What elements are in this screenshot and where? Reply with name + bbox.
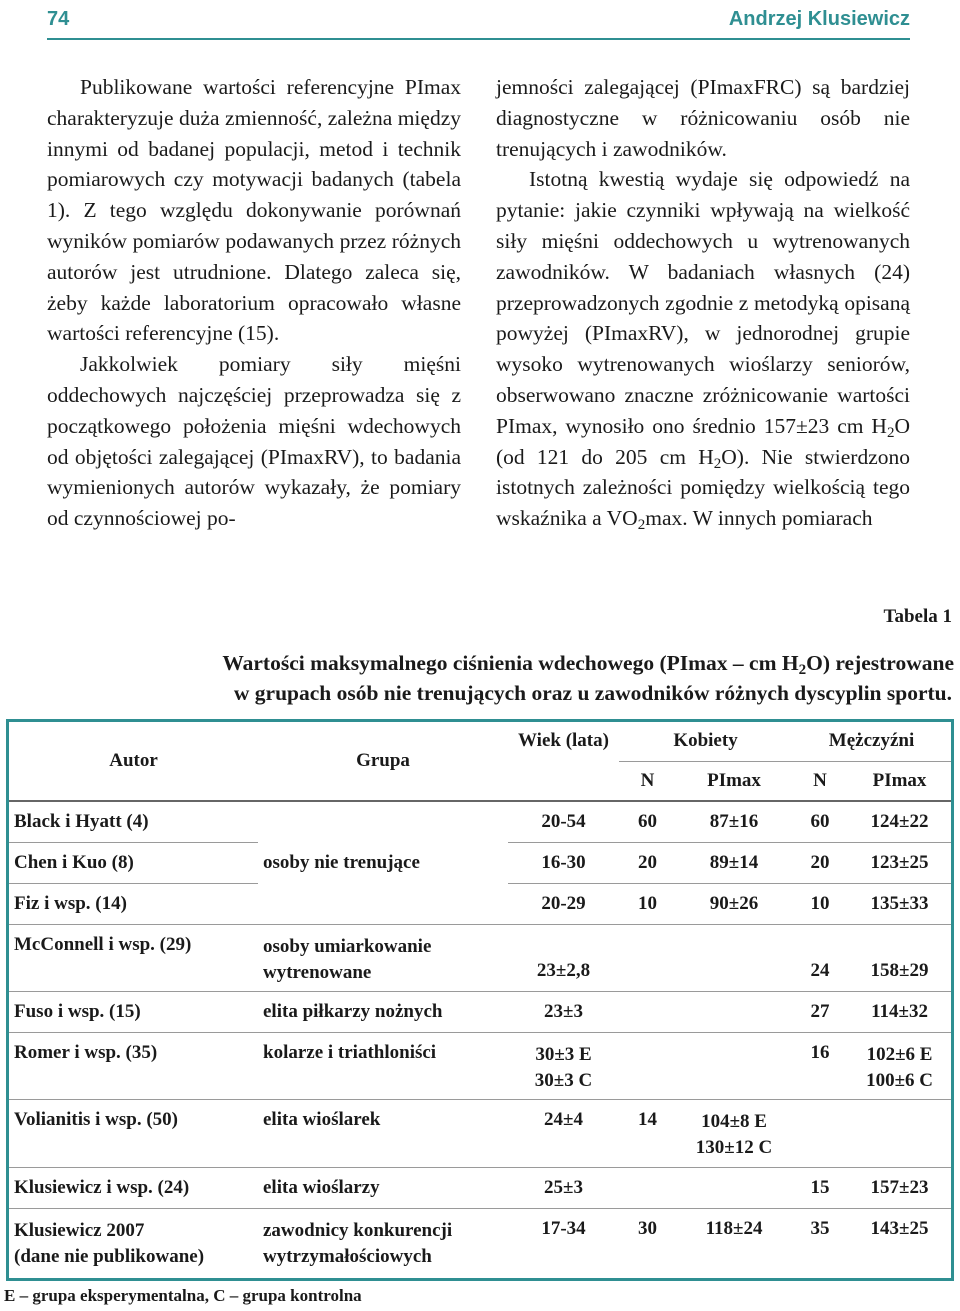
cell-wiek: 30±3 E 30±3 C xyxy=(508,1032,619,1099)
cell-m-pimax: 135±33 xyxy=(848,883,951,924)
table-row xyxy=(9,1208,951,1278)
cell-m-n: 16 xyxy=(792,1032,848,1099)
header-kobiety: Kobiety xyxy=(619,722,792,761)
cell-m-pimax: 102±6 E 100±6 C xyxy=(848,1032,951,1099)
table-row xyxy=(9,801,951,842)
page-number: 74 xyxy=(47,8,70,30)
cell-grupa: kolarze i triathloniści xyxy=(258,1032,508,1099)
header-autor: Autor xyxy=(109,750,158,771)
cell-wiek: 16-30 xyxy=(508,842,619,883)
cell-grupa: elita piłkarzy nożnych xyxy=(258,991,508,1032)
cell-k-n: 14 xyxy=(619,1099,676,1167)
cell-m-pimax xyxy=(848,1099,951,1167)
cell-m-n: 10 xyxy=(792,883,848,924)
cell-k-pimax xyxy=(676,1167,792,1208)
caption-line-2: w grupach osób nie trenujących oraz u zawodników różnych dyscyplin sportu. xyxy=(233,681,952,705)
cell-k-pimax: 118±24 xyxy=(676,1208,792,1278)
running-author: Andrzej Klusiewicz xyxy=(728,8,910,30)
left-column xyxy=(47,72,461,534)
cell-k-pimax xyxy=(676,1032,792,1099)
cell-wiek: 25±3 xyxy=(508,1167,619,1208)
cell-wiek: 24±4 xyxy=(508,1099,619,1167)
cell-k-n: 20 xyxy=(619,842,676,883)
cell-m-pimax: 158±29 xyxy=(848,924,951,991)
cell-m-n: 60 xyxy=(792,801,848,842)
cell-wiek: 20-54 xyxy=(508,801,619,842)
cell-k-pimax: 104±8 E 130±12 C xyxy=(676,1099,792,1167)
paragraph-continuation: jemności zalegającej (PImaxFRC) są bardziej diagnostyczne w różnicowaniu osób nie trenujących i zawodników. xyxy=(496,75,910,161)
header-grupa: Grupa xyxy=(356,750,410,771)
cell-m-pimax: 143±25 xyxy=(848,1208,951,1278)
cell-autor: Romer i wsp. (35) xyxy=(9,1032,258,1099)
table-caption xyxy=(0,648,960,708)
cell-k-n: 10 xyxy=(619,883,676,924)
cell-grupa: zawodnicy konkurencji wytrzymałościowych xyxy=(258,1208,508,1278)
cell-grupa: elita wioślarzy xyxy=(258,1167,508,1208)
cell-autor: Fiz i wsp. (14) xyxy=(9,883,258,924)
cell-m-n: 27 xyxy=(792,991,848,1032)
header-mezczyzni: Mężczyźni xyxy=(792,722,951,761)
header-rule xyxy=(47,38,910,40)
header-m-n: N xyxy=(813,769,827,791)
cell-k-pimax xyxy=(676,924,792,991)
cell-autor: Klusiewicz 2007 (dane nie publikowane) xyxy=(9,1208,258,1278)
table-label: Tabela 1 xyxy=(883,606,952,627)
table-row xyxy=(9,1167,951,1208)
cell-m-pimax: 123±25 xyxy=(848,842,951,883)
cell-m-n: 35 xyxy=(792,1208,848,1278)
cell-grupa: osoby nie trenujące xyxy=(258,801,508,924)
header-wiek: Wiek (lata) xyxy=(518,730,609,751)
cell-wiek: 17-34 xyxy=(508,1208,619,1278)
cell-m-n: 15 xyxy=(792,1167,848,1208)
cell-wiek: 23±2,8 xyxy=(508,924,619,991)
page-header xyxy=(47,4,910,40)
cell-wiek: 20-29 xyxy=(508,883,619,924)
cell-k-pimax: 89±14 xyxy=(676,842,792,883)
cell-k-n xyxy=(619,1167,676,1208)
cell-autor: Chen i Kuo (8) xyxy=(9,842,258,883)
header-m-pimax: PImax xyxy=(872,769,927,791)
cell-k-pimax: 90±26 xyxy=(676,883,792,924)
cell-m-pimax: 124±22 xyxy=(848,801,951,842)
cell-k-pimax xyxy=(676,991,792,1032)
table-row xyxy=(9,924,951,991)
table-row xyxy=(9,991,951,1032)
header-k-n: N xyxy=(640,769,655,791)
paragraph-reference-values: Publikowane wartości referencyjne PImax charakteryzuje duża zmienność, zależna między innymi od badanej populacji, metod i technik pomiarowych czy motywacji badanych (tabela 1). Z tego względu dokonywanie porównań wyników pomiarów podawanych przez różnych autorów jest utrudnione. Dlatego zaleca się, żeby każde laboratorium opracowało własne wartości referencyjne (15). xyxy=(47,75,461,346)
paragraph-own-research: Istotną kwestią wydaje się odpowiedź na pytanie: jakie czynniki wpływają na wielkość siły mięśni oddechowych u wytrenowanych zawodników. W badaniach własnych (24) przeprowadzonych zgodnie z metodyką opisaną powyżej (PImaxRV), w jednorodnej grupie wysoko wytrenowanych wioślarzy seniorów, obserwowano znaczne zróżnicowanie wartości PImax, wynosiło ono średnio 157±23 cm $H_2O$ (od 121 do 205 cm $H_2O$). Nie stwierdzono istotnych zależności pomiędzy wielkością tego wskaźnika a $VO_2\max$. W innych pomiarach xyxy=(496,167,910,533)
data-table xyxy=(6,719,954,1281)
cell-k-pimax: 87±16 xyxy=(676,801,792,842)
table-row xyxy=(9,1032,951,1099)
cell-autor: McConnell i wsp. (29) xyxy=(9,924,258,991)
cell-autor: Fuso i wsp. (15) xyxy=(9,991,258,1032)
cell-k-n: 60 xyxy=(619,801,676,842)
cell-m-pimax: 114±32 xyxy=(848,991,951,1032)
cell-wiek: 23±3 xyxy=(508,991,619,1032)
cell-k-n xyxy=(619,991,676,1032)
caption-line-1: Wartości maksymalnego ciśnienia wdechowego (PImax – cm $H_2O$) rejestrowane xyxy=(222,651,954,678)
header-k-pimax: PImax xyxy=(707,769,761,791)
cell-k-n xyxy=(619,1032,676,1099)
cell-grupa: elita wioślarek xyxy=(258,1099,508,1167)
cell-k-n xyxy=(619,924,676,991)
cell-m-n: 20 xyxy=(792,842,848,883)
table-row xyxy=(9,1099,951,1167)
table-footnote: E – grupa eksperymentalna, C – grupa kontrolna xyxy=(4,1286,362,1305)
cell-grupa: osoby umiarkowanie wytrenowane xyxy=(258,924,508,991)
cell-autor: Klusiewicz i wsp. (24) xyxy=(9,1167,258,1208)
cell-autor: Black i Hyatt (4) xyxy=(9,801,258,842)
paragraph-measurements: Jakkolwiek pomiary siły mięśni oddechowych najczęściej przeprowadza się z początkowego położenia mięśni wdechowych od objętości zalegającej (PImaxRV), to badania wymienionych autorów wykazały, że pomiary od czynnościowej po- xyxy=(47,352,461,531)
cell-k-n: 30 xyxy=(619,1208,676,1278)
cell-autor: Volianitis i wsp. (50) xyxy=(9,1099,258,1167)
right-column xyxy=(496,72,910,534)
cell-m-n xyxy=(792,1099,848,1167)
cell-m-n: 24 xyxy=(792,924,848,991)
cell-m-pimax: 157±23 xyxy=(848,1167,951,1208)
